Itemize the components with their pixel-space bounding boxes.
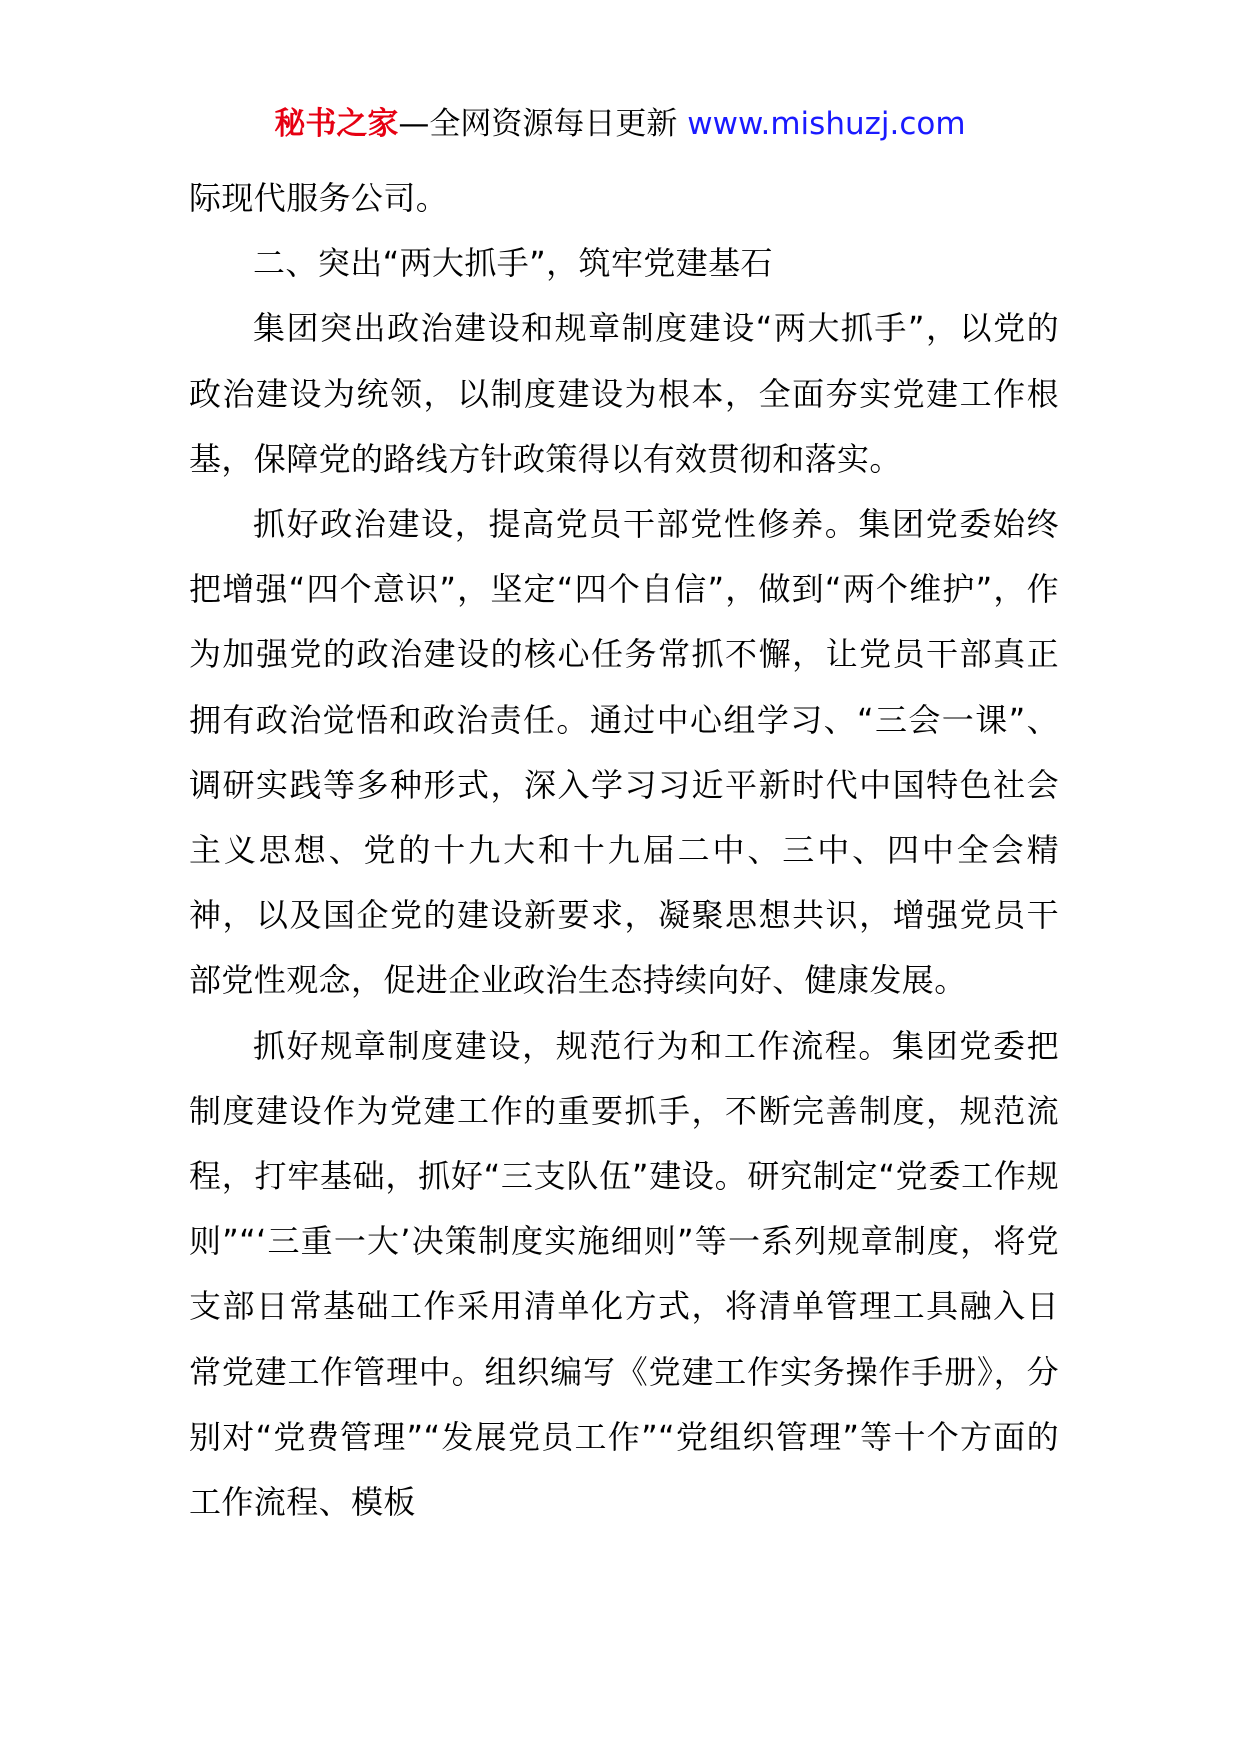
paragraph: 抓好政治建设，提高党员干部党性修养。集团党委始终把增强“四个意识”，坚定“四个自信”，做到“两个维护”，作为加强党的政治建设的核心任务常抓不懈，让党员干部真正拥有政治觉悟和政治责任。通过中心组学习、“三会一课”、调研实践等多种形式，深入学习习近平新时代中国特色社会主义思想、党的十九大和十九届二中、三中、四中全会精神，以及国企党的建设新要求，凝聚思想共识，增强党员干部党性观念，促进企业政治生态持续向好、健康发展。 bbox=[189, 505, 1059, 1000]
header-tagline: —全网资源每日更新 bbox=[398, 106, 678, 142]
header-url-link[interactable]: www.mishuzj.com bbox=[687, 106, 966, 142]
page-header bbox=[0, 102, 1240, 146]
header-brand: 秘书之家 bbox=[274, 106, 399, 142]
paragraph-continuation: 际现代服务公司。 bbox=[189, 179, 449, 217]
document-body bbox=[189, 166, 1059, 1535]
section-heading: 二、突出“两大抓手”，筑牢党建基石 bbox=[253, 244, 773, 283]
paragraph: 集团突出政治建设和规章制度建设“两大抓手”，以党的政治建设为统领，以制度建设为根本，全面夯实党建工作根基，保障党的路线方针政策得以有效贯彻和落实。 bbox=[189, 309, 1059, 478]
paragraph: 抓好规章制度建设，规范行为和工作流程。集团党委把制度建设作为党建工作的重要抓手，不断完善制度，规范流程，打牢基础，抓好“三支队伍”建设。研究制定“党委工作规则”“‘三重一大’决策制度实施细则”等一系列规章制度，将党支部日常基础工作采用清单化方式，将清单管理工具融入日常党建工作管理中。组织编写《党建工作实务操作手册》，分别对“党费管理”“发展党员工作”“党组织管理”等十个方面的工作流程、模板 bbox=[189, 1026, 1059, 1522]
